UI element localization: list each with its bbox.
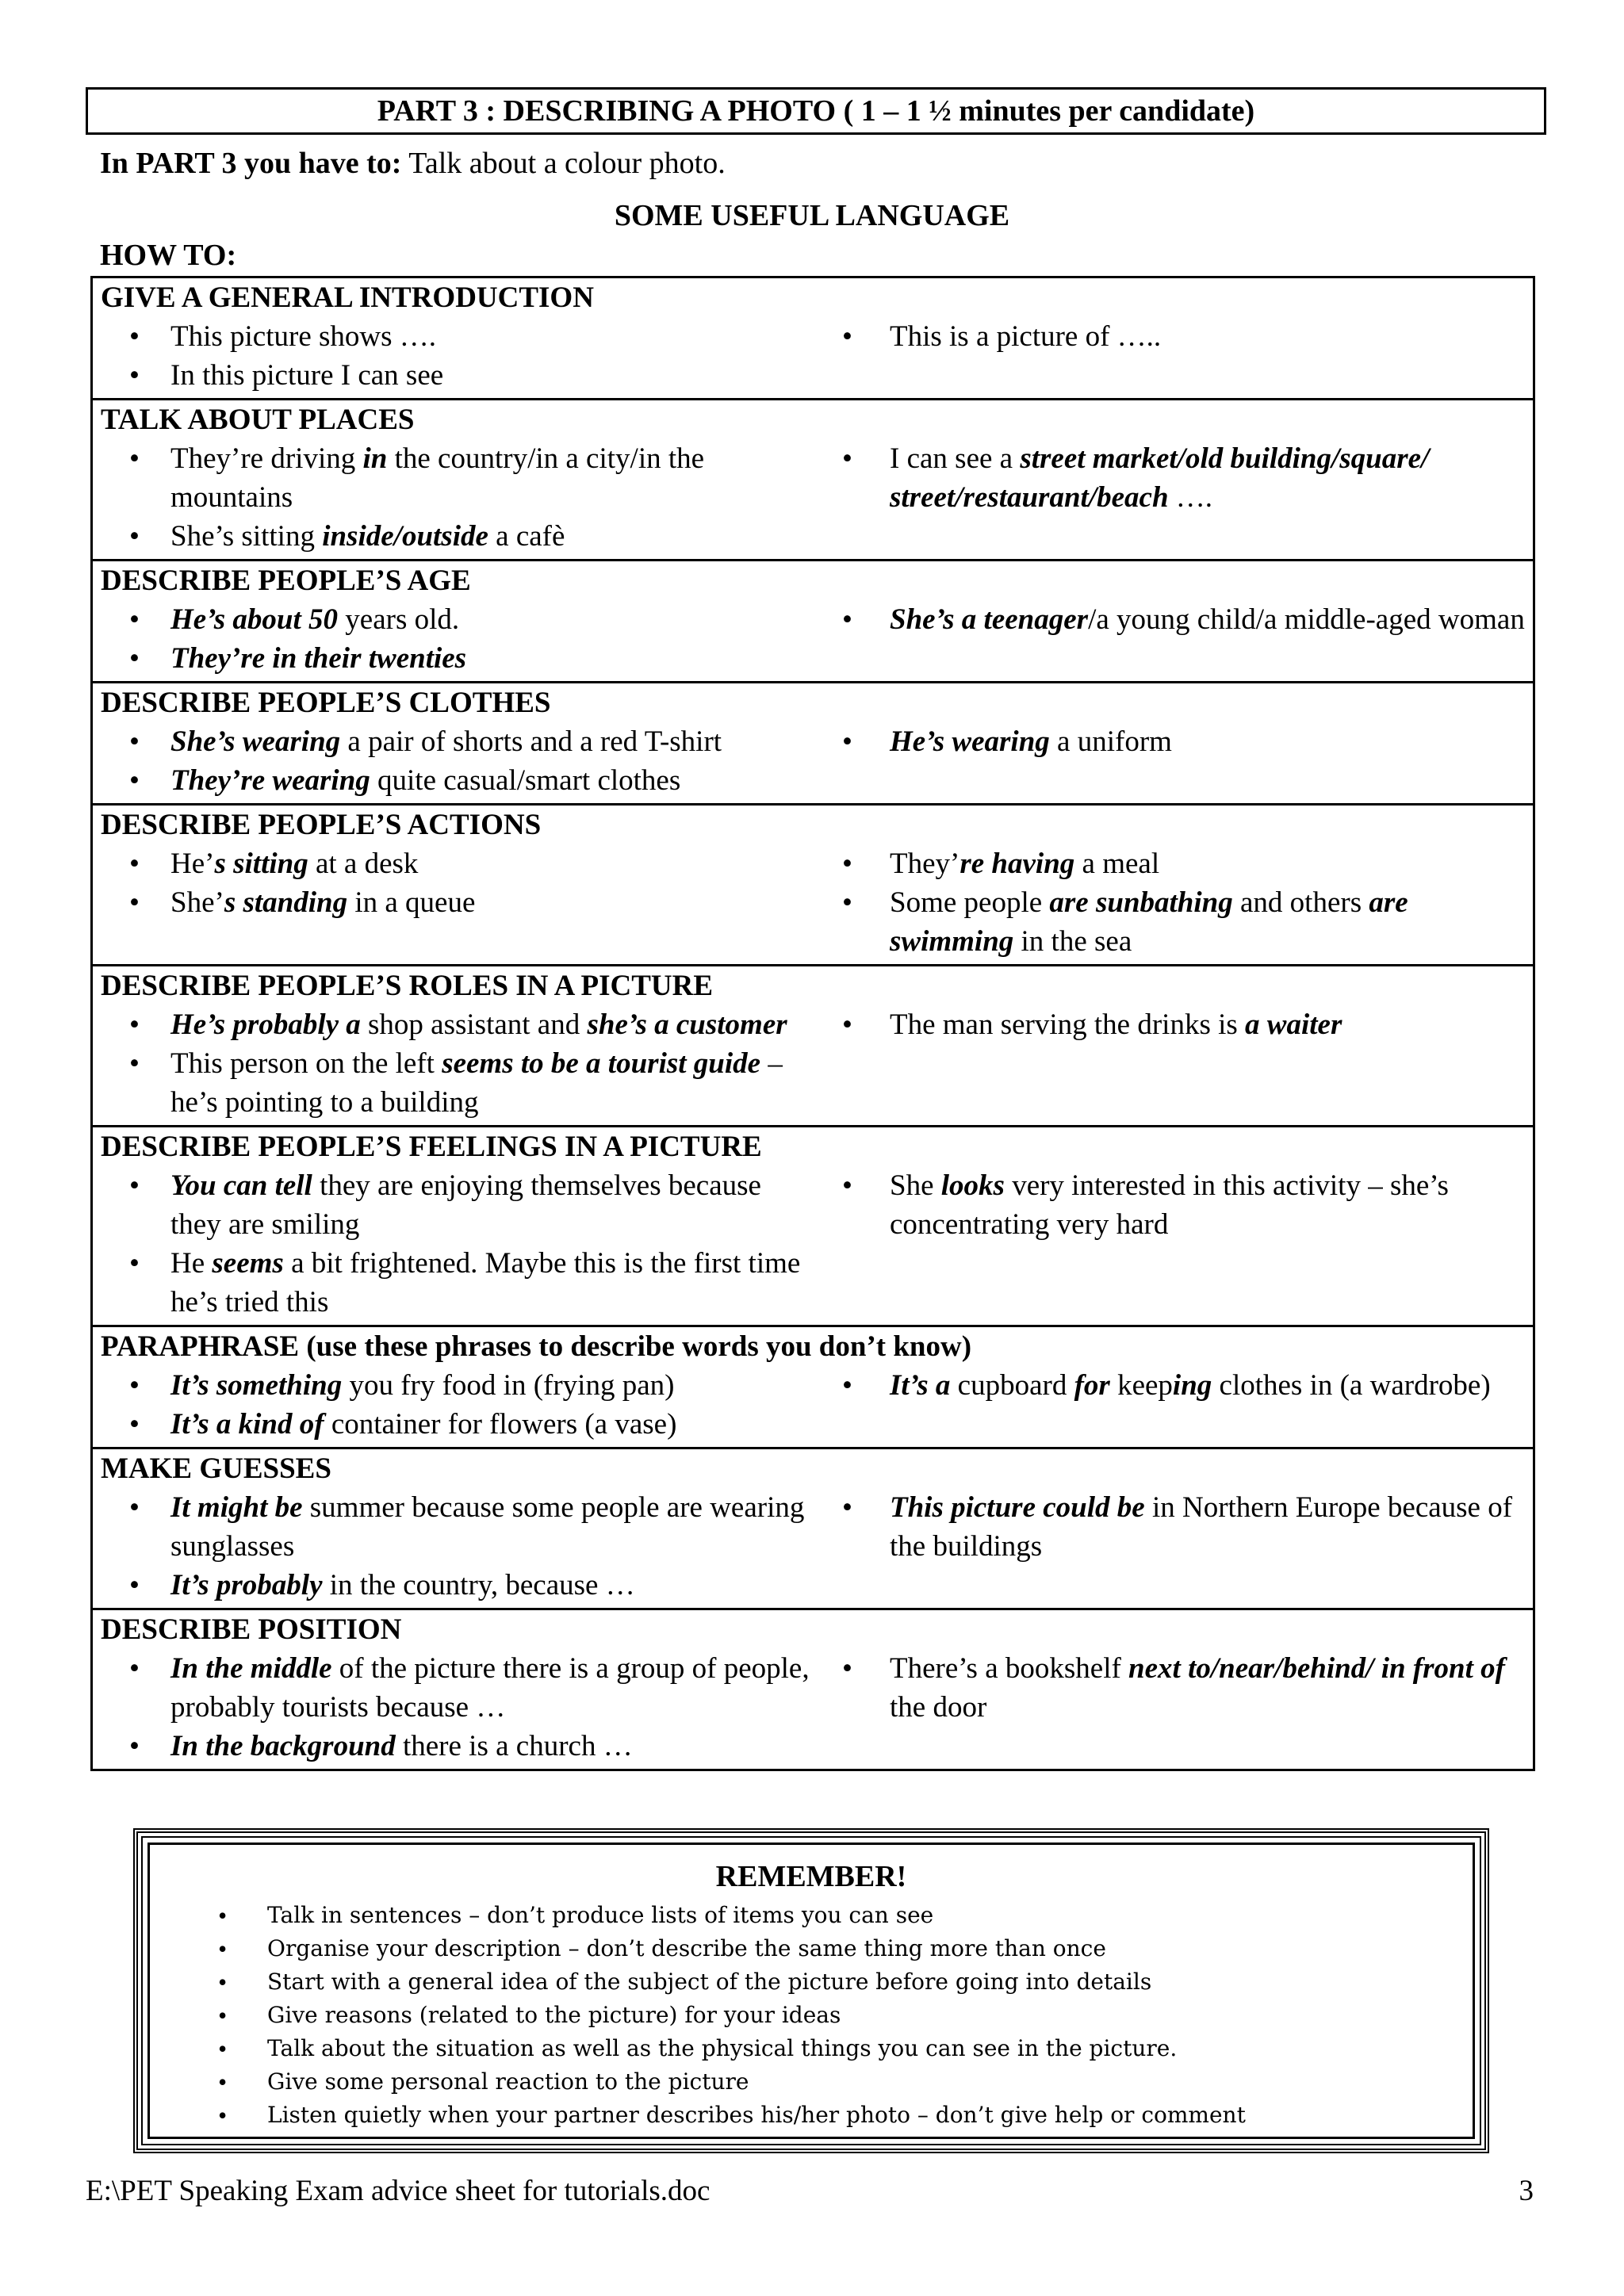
example-item	[101, 356, 817, 395]
useful-language-body	[92, 277, 1534, 1770]
example-list	[842, 1366, 1533, 1405]
section-heading: PARAPHRASE (use these phrases to describe words you don’t know)	[101, 1330, 972, 1363]
plain-text: shop assistant and	[360, 1008, 588, 1041]
emphasis-text: You can tell	[170, 1169, 312, 1202]
section-cell	[92, 1609, 1534, 1770]
plain-text: keep	[1109, 1369, 1173, 1402]
plain-text: you fry food in (frying pan)	[342, 1369, 675, 1402]
plain-text: They’	[890, 848, 960, 880]
plain-text: a bit frightened. Maybe this is the first time he’s tried this	[170, 1247, 801, 1318]
left-column	[101, 1005, 817, 1122]
example-item	[101, 1649, 817, 1727]
example-item	[101, 1044, 817, 1122]
intro-label: In PART 3 you have to:	[100, 147, 402, 180]
example-item	[101, 517, 817, 556]
left-column	[101, 1366, 817, 1444]
emphasis-text: re having	[959, 848, 1075, 880]
emphasis-text: It’s probably	[170, 1569, 323, 1601]
section-cell	[92, 683, 1534, 805]
plain-text: This picture shows ….	[170, 320, 437, 353]
section-row	[92, 1326, 1534, 1448]
plain-text: He’	[170, 848, 215, 880]
plain-text: a uniform	[1049, 725, 1172, 758]
remember-item: • Start with a general idea of the subject of the picture before going into details	[150, 1965, 1473, 1999]
plain-text: The man serving the drinks is	[890, 1008, 1246, 1041]
right-column	[817, 1166, 1533, 1322]
plain-text: quite casual/smart clothes	[370, 764, 681, 797]
right-column	[817, 722, 1533, 800]
useful-language-table	[90, 276, 1535, 1771]
intro-line	[100, 146, 726, 181]
section-cell	[92, 561, 1534, 683]
plain-text: they are enjoying themselves because they are smiling	[170, 1169, 761, 1241]
example-item	[101, 1405, 817, 1444]
plain-text: – he’s pointing to a building	[170, 1047, 783, 1119]
section-heading: DESCRIBE PEOPLE’S FEELINGS IN A PICTURE	[101, 1131, 762, 1163]
plain-text: She’	[170, 886, 224, 919]
right-column	[817, 317, 1533, 395]
emphasis-text: This picture could be	[890, 1491, 1145, 1524]
left-column	[101, 1166, 817, 1322]
emphasis-text: looks	[940, 1169, 1005, 1202]
plain-text: in Northern Europe because of the buildings	[890, 1491, 1513, 1563]
example-item	[842, 1649, 1533, 1727]
emphasis-text: ing	[1172, 1369, 1212, 1402]
left-column	[101, 1488, 817, 1605]
example-item	[101, 1166, 817, 1244]
example-list	[842, 317, 1533, 356]
emphasis-text: seems	[212, 1247, 284, 1280]
example-list	[101, 1649, 817, 1766]
remember-item: • Give reasons (related to the picture) for your ideas	[150, 1999, 1473, 2032]
plain-text: She	[890, 1169, 941, 1202]
section-heading: DESCRIBE POSITION	[101, 1613, 402, 1646]
right-column	[817, 600, 1533, 678]
example-item	[101, 600, 817, 639]
plain-text: a pair of shorts and a red T-shirt	[340, 725, 722, 758]
emphasis-text: It’s something	[170, 1369, 343, 1402]
emphasis-text: in	[362, 442, 388, 475]
plain-text: in the sea	[1013, 925, 1132, 958]
remember-item: • Listen quietly when your partner describes his/her photo – don’t give help or comment	[150, 2099, 1473, 2132]
plain-text: clothes in (a wardrobe)	[1212, 1369, 1491, 1402]
example-item	[101, 1566, 817, 1605]
section-row	[92, 683, 1534, 805]
example-list	[842, 1649, 1533, 1727]
example-item	[101, 722, 817, 761]
plain-text: cupboard	[950, 1369, 1074, 1402]
example-list	[101, 1488, 817, 1605]
emphasis-text: a waiter	[1245, 1008, 1342, 1041]
plain-text: years old.	[338, 603, 460, 636]
emphasis-text: It might be	[170, 1491, 303, 1524]
plain-text: I can see a	[890, 442, 1021, 475]
section-row	[92, 1127, 1534, 1326]
example-item	[842, 844, 1533, 883]
plain-text: the door	[890, 1691, 987, 1724]
section-columns	[101, 1649, 1533, 1766]
section-cell	[92, 277, 1534, 400]
example-list	[842, 844, 1533, 961]
section-row	[92, 1448, 1534, 1609]
emphasis-text: She’s wearing	[170, 725, 341, 758]
emphasis-text: seems to be a tourist guide	[442, 1047, 761, 1080]
section-cell	[92, 1326, 1534, 1448]
example-item	[842, 1166, 1533, 1244]
emphasis-text: In the middle	[170, 1652, 332, 1685]
footer-filename: E:\PET Speaking Exam advice sheet for tutorials.doc	[86, 2175, 710, 2207]
section-columns	[101, 317, 1533, 395]
example-item	[842, 883, 1533, 961]
example-list	[101, 1366, 817, 1444]
section-row	[92, 1609, 1534, 1770]
example-list	[101, 317, 817, 395]
section-columns	[101, 1166, 1533, 1322]
emphasis-text: s standing	[224, 886, 348, 919]
emphasis-text: are sunbathing	[1049, 886, 1233, 919]
left-column	[101, 1649, 817, 1766]
section-row	[92, 277, 1534, 400]
emphasis-text: s sitting	[214, 848, 308, 880]
emphasis-text: for	[1074, 1369, 1110, 1402]
section-row	[92, 561, 1534, 683]
example-item	[101, 317, 817, 356]
section-heading: DESCRIBE PEOPLE’S CLOTHES	[101, 687, 551, 719]
example-item	[101, 1005, 817, 1044]
emphasis-text: She’s a teenager	[890, 603, 1089, 636]
how-to-label: HOW TO:	[100, 239, 237, 272]
section-columns	[101, 1488, 1533, 1605]
emphasis-text: next to/near/behind/ in front of	[1128, 1652, 1505, 1685]
emphasis-text: It’s a	[890, 1369, 951, 1402]
remember-box	[133, 1828, 1489, 2153]
remember-item: • Organise your description – don’t describe the same thing more than once	[150, 1932, 1473, 1965]
plain-text: at a desk	[308, 848, 419, 880]
right-column	[817, 439, 1533, 556]
example-list	[842, 600, 1533, 639]
plain-text: there is a church …	[395, 1730, 633, 1762]
intro-text: Talk about a colour photo.	[401, 147, 726, 180]
left-column	[101, 844, 817, 961]
example-list	[101, 439, 817, 556]
section-cell	[92, 805, 1534, 966]
example-item	[101, 761, 817, 800]
plain-text: a cafè	[488, 520, 565, 553]
section-cell	[92, 1448, 1534, 1609]
plain-text: /a young child/a middle-aged woman	[1088, 603, 1525, 636]
remember-inner-frame	[147, 1843, 1475, 2139]
plain-text: She’s sitting	[170, 520, 323, 553]
example-item	[842, 1488, 1533, 1566]
useful-language-heading: SOME USEFUL LANGUAGE	[614, 199, 1010, 232]
example-item	[101, 639, 817, 678]
example-list	[842, 1166, 1533, 1244]
section-heading: DESCRIBE PEOPLE’S AGE	[101, 564, 471, 597]
plain-text: very interested in this activity – she’s concentrating very hard	[890, 1169, 1449, 1241]
plain-text: ….	[1168, 481, 1213, 514]
remember-list	[150, 1899, 1473, 2132]
example-list	[101, 1005, 817, 1122]
example-list	[101, 722, 817, 800]
example-item	[842, 439, 1533, 517]
example-list	[842, 1488, 1533, 1566]
section-columns	[101, 722, 1533, 800]
section-cell	[92, 1127, 1534, 1326]
section-row	[92, 805, 1534, 966]
example-item	[842, 600, 1533, 639]
section-row	[92, 966, 1534, 1127]
remember-item: • Talk about the situation as well as the physical things you can see in the picture.	[150, 2032, 1473, 2065]
section-columns	[101, 844, 1533, 961]
page-number: 3	[1519, 2175, 1534, 2207]
plain-text: a meal	[1074, 848, 1160, 880]
emphasis-text: inside/outside	[322, 520, 488, 553]
plain-text: He	[170, 1247, 213, 1280]
emphasis-text: He’s about 50	[170, 603, 339, 636]
example-item	[101, 883, 817, 922]
example-item	[842, 722, 1533, 761]
right-column	[817, 1488, 1533, 1605]
page-title: PART 3 : DESCRIBING A PHOTO ( 1 – 1 ½ minutes per candidate)	[86, 87, 1546, 135]
section-columns	[101, 439, 1533, 556]
remember-item: • Talk in sentences – don’t produce lists of items you can see	[150, 1899, 1473, 1932]
right-column	[817, 1366, 1533, 1444]
plain-text: Some people	[890, 886, 1050, 919]
plain-text: of the picture there is a group of people, probably tourists because …	[170, 1652, 810, 1724]
emphasis-text: are swimming	[890, 886, 1408, 958]
emphasis-text: In the background	[170, 1730, 396, 1762]
left-column	[101, 439, 817, 556]
plain-text: This person on the left	[170, 1047, 442, 1080]
example-item	[101, 1488, 817, 1566]
emphasis-text: she’s a customer	[587, 1008, 787, 1041]
right-column	[817, 1649, 1533, 1766]
section-columns	[101, 600, 1533, 678]
plain-text: There’s a bookshelf	[890, 1652, 1129, 1685]
section-columns	[101, 1005, 1533, 1122]
remember-item: • Give some personal reaction to the picture	[150, 2065, 1473, 2099]
example-list	[101, 844, 817, 922]
example-item	[101, 1366, 817, 1405]
section-heading: TALK ABOUT PLACES	[101, 404, 415, 436]
section-columns	[101, 1366, 1533, 1444]
right-column	[817, 844, 1533, 961]
example-list	[101, 1166, 817, 1322]
example-list	[842, 1005, 1533, 1044]
section-heading: DESCRIBE PEOPLE’S ACTIONS	[101, 809, 542, 841]
emphasis-text: It’s a kind of	[170, 1408, 324, 1441]
example-list	[101, 600, 817, 678]
plain-text: They’re driving	[170, 442, 363, 475]
emphasis-text: He’s probably a	[170, 1008, 361, 1041]
example-item	[101, 439, 817, 517]
emphasis-text: He’s wearing	[890, 725, 1050, 758]
plain-text: in the country, because …	[322, 1569, 635, 1601]
remember-title: REMEMBER!	[715, 1860, 907, 1893]
left-column	[101, 317, 817, 395]
example-list	[842, 439, 1533, 517]
example-list	[842, 722, 1533, 761]
example-item	[842, 317, 1533, 356]
emphasis-text: They’re wearing	[170, 764, 370, 797]
left-column	[101, 600, 817, 678]
plain-text: in a queue	[347, 886, 476, 919]
plain-text: the country/in a city/in the mountains	[170, 442, 705, 514]
example-item	[842, 1366, 1533, 1405]
plain-text: This is a picture of …..	[890, 320, 1162, 353]
example-item	[101, 1244, 817, 1322]
section-cell	[92, 966, 1534, 1127]
right-column	[817, 1005, 1533, 1122]
emphasis-text: They’re in their twenties	[170, 642, 467, 675]
plain-text: summer because some people are wearing sunglasses	[170, 1491, 805, 1563]
example-item	[842, 1005, 1533, 1044]
section-heading: MAKE GUESSES	[101, 1452, 331, 1485]
section-row	[92, 400, 1534, 561]
example-item	[101, 1727, 817, 1766]
plain-text: In this picture I can see	[170, 359, 444, 392]
plain-text: and others	[1232, 886, 1369, 919]
section-cell	[92, 400, 1534, 561]
section-heading: GIVE A GENERAL INTRODUCTION	[101, 281, 594, 314]
emphasis-text: street market/old building/square/ street/restaurant/beach	[890, 442, 1430, 514]
plain-text: container for flowers (a vase)	[324, 1408, 677, 1441]
section-heading: DESCRIBE PEOPLE’S ROLES IN A PICTURE	[101, 970, 714, 1002]
example-item	[101, 844, 817, 883]
left-column	[101, 722, 817, 800]
